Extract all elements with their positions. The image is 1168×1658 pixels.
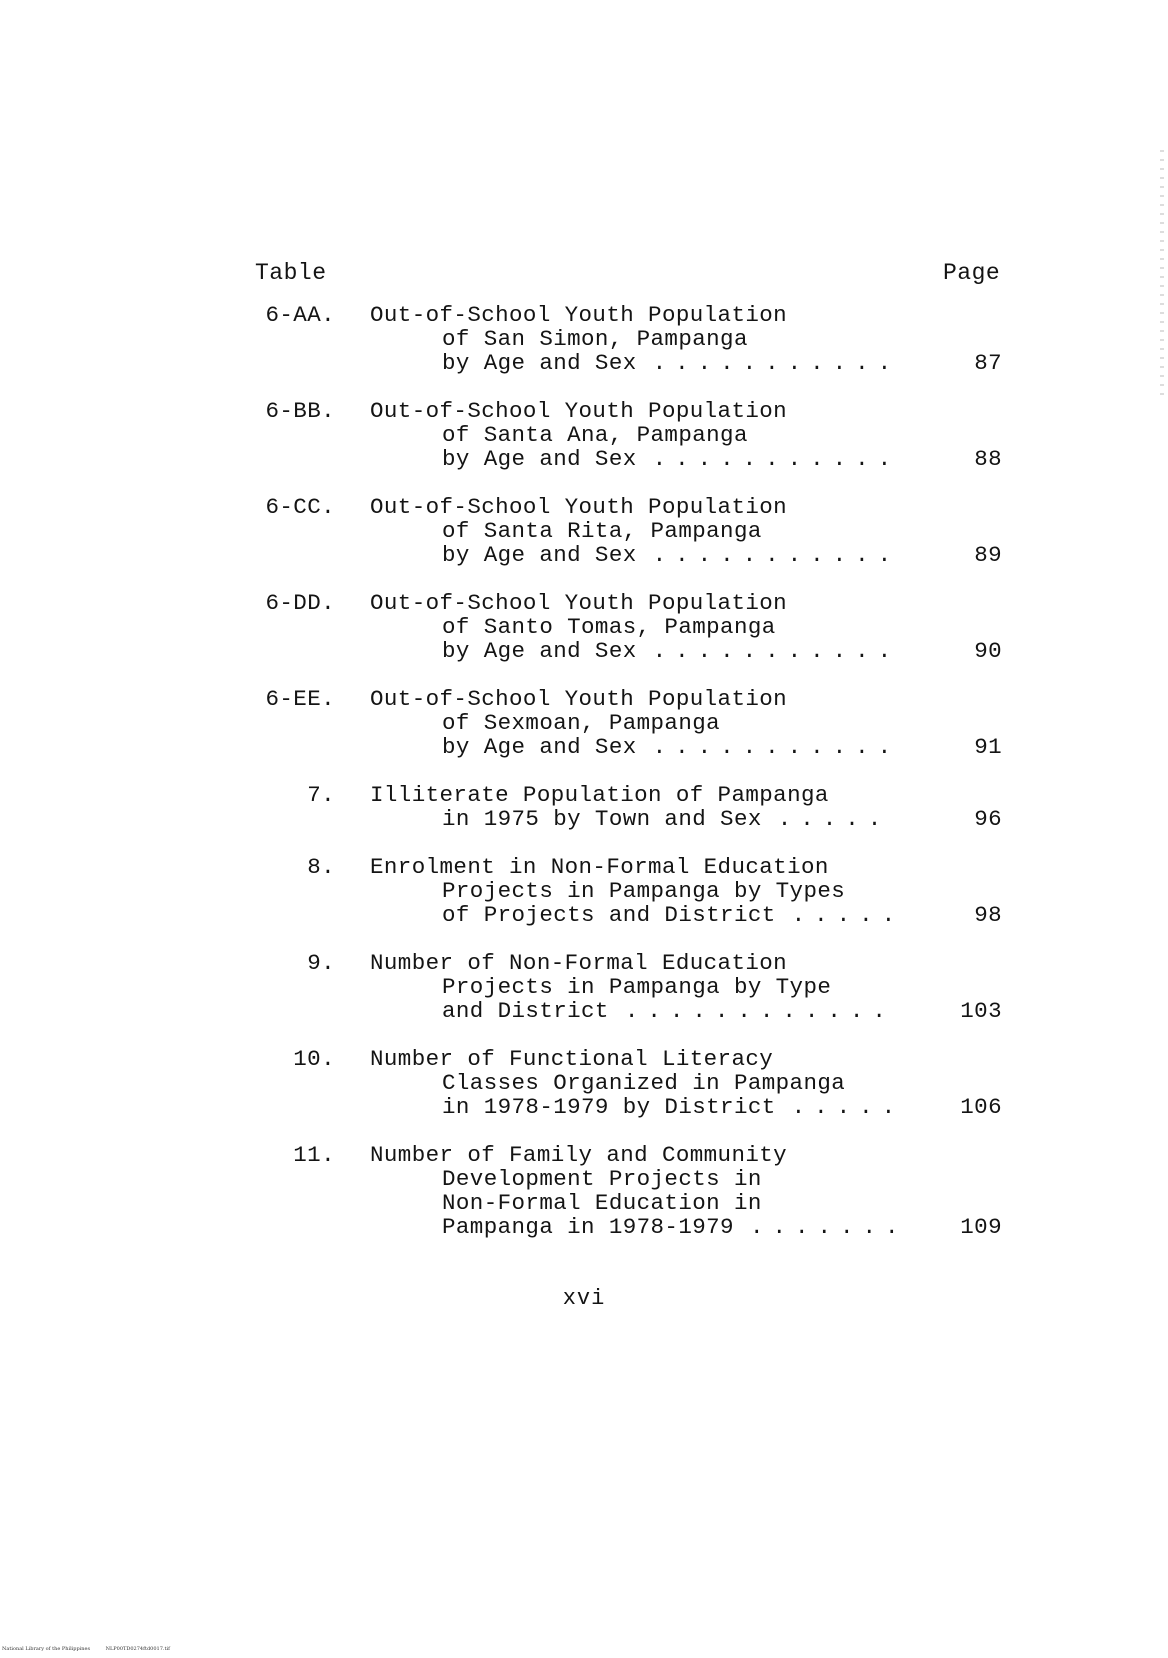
entry-title-text: Out-of-School Youth Population [370, 686, 788, 712]
entry-title-line [370, 591, 970, 615]
entry-table-number: 6-BB. [265, 398, 335, 424]
entry-title-text: in 1978-1979 by District [442, 1094, 776, 1120]
dot-leader: ........... [652, 350, 901, 376]
entry-title-line [370, 1215, 970, 1239]
entry-title-line [370, 423, 970, 447]
entry-title-line [370, 1167, 970, 1191]
entry-title-line [370, 615, 970, 639]
dot-leader: ............ [624, 998, 895, 1024]
entry-page-number: 90 [974, 638, 1002, 664]
entry-table-number: 11. [293, 1142, 335, 1168]
footer-source: National Library of the Philippines [2, 1646, 91, 1652]
entry-title-text: of Santo Tomas, Pampanga [442, 614, 776, 640]
toc-entry [0, 399, 1168, 495]
entry-title-line [370, 807, 970, 831]
entry-title-text: Non-Formal Education in [442, 1190, 762, 1216]
entry-title-text: by Age and Sex [442, 638, 637, 664]
entry-page-number: 98 [974, 902, 1002, 928]
entry-title-text: of Santa Rita, Pampanga [442, 518, 762, 544]
dot-leader: ........... [652, 734, 901, 760]
toc-entry [0, 495, 1168, 591]
entry-title [370, 1047, 970, 1119]
entry-page-number: 91 [974, 734, 1002, 760]
entry-title-text: Number of Family and Community [370, 1142, 788, 1168]
entry-title-line [370, 1143, 970, 1167]
entry-title-line [370, 903, 970, 927]
entry-page-number: 103 [960, 998, 1002, 1024]
entry-table-number: 9. [307, 950, 335, 976]
entry-title-line [370, 1191, 970, 1215]
entry-title-text: Out-of-School Youth Population [370, 302, 788, 328]
entry-title-text: Classes Organized in Pampanga [442, 1070, 846, 1096]
toc-entry [0, 783, 1168, 855]
entry-title-text: Development Projects in [442, 1166, 762, 1192]
entry-title [370, 495, 970, 567]
list-of-tables [0, 303, 1168, 1263]
dot-leader: ........... [652, 446, 901, 472]
entry-title-text: Illiterate Population of Pampanga [370, 782, 829, 808]
toc-entry [0, 1143, 1168, 1263]
entry-title [370, 951, 970, 1023]
entry-title-line [370, 399, 970, 423]
entry-title [370, 855, 970, 927]
entry-title-text: Out-of-School Youth Population [370, 398, 788, 424]
entry-title-text: in 1975 by Town and Sex [442, 806, 762, 832]
entry-table-number: 10. [293, 1046, 335, 1072]
entry-table-number: 8. [307, 854, 335, 880]
footer-filename: NLP00TD0274ftd0017.tif [105, 1646, 170, 1652]
entry-page-number: 88 [974, 446, 1002, 472]
entry-page-number: 87 [974, 350, 1002, 376]
scan-footer [2, 1646, 184, 1652]
entry-table-number: 6-CC. [265, 494, 335, 520]
dot-leader: ..... [791, 902, 905, 928]
entry-title-text: of Santa Ana, Pampanga [442, 422, 748, 448]
entry-page-number: 109 [960, 1214, 1002, 1240]
entry-title-line [370, 327, 970, 351]
entry-title [370, 1143, 970, 1239]
dot-leader: ..... [791, 1094, 905, 1120]
entry-title-line [370, 1047, 970, 1071]
page-column-header: Page [943, 260, 1001, 286]
entry-title-line [370, 999, 970, 1023]
entry-title-line [370, 855, 970, 879]
entry-title-line [370, 543, 970, 567]
entry-table-number: 6-AA. [265, 302, 335, 328]
toc-entry [0, 687, 1168, 783]
entry-title-text: by Age and Sex [442, 350, 637, 376]
page-number: xvi [562, 1286, 606, 1311]
entry-table-number: 7. [307, 782, 335, 808]
entry-title-line [370, 351, 970, 375]
entry-page-number: 106 [960, 1094, 1002, 1120]
entry-title [370, 399, 970, 471]
dot-leader: ..... [777, 806, 891, 832]
entry-title [370, 591, 970, 663]
entry-title-text: of San Simon, Pampanga [442, 326, 748, 352]
entry-title-text: Projects in Pampanga by Types [442, 878, 846, 904]
entry-title-line [370, 783, 970, 807]
entry-title-text: by Age and Sex [442, 542, 637, 568]
entry-title-text: and District [442, 998, 609, 1024]
toc-entry [0, 951, 1168, 1047]
entry-title-line [370, 519, 970, 543]
entry-title-text: Out-of-School Youth Population [370, 494, 788, 520]
entry-title-text: Number of Functional Literacy [370, 1046, 774, 1072]
entry-title-text: by Age and Sex [442, 734, 637, 760]
entry-title-text: Enrolment in Non-Formal Education [370, 854, 829, 880]
toc-entry [0, 1047, 1168, 1143]
entry-title-line [370, 711, 970, 735]
entry-title-line [370, 687, 970, 711]
entry-title [370, 303, 970, 375]
entry-title-text: by Age and Sex [442, 446, 637, 472]
entry-title-line [370, 447, 970, 471]
entry-title-text: Out-of-School Youth Population [370, 590, 788, 616]
entry-title-text: Projects in Pampanga by Type [442, 974, 832, 1000]
entry-title-text: of Projects and District [442, 902, 776, 928]
entry-title-text: Number of Non-Formal Education [370, 950, 788, 976]
entry-table-number: 6-EE. [265, 686, 335, 712]
dot-leader: ....... [749, 1214, 908, 1240]
table-column-header: Table [255, 260, 327, 286]
entry-title-line [370, 735, 970, 759]
dot-leader: ........... [652, 638, 901, 664]
entry-table-number: 6-DD. [265, 590, 335, 616]
entry-page-number: 89 [974, 542, 1002, 568]
entry-title-line [370, 303, 970, 327]
toc-entry [0, 591, 1168, 687]
entry-title-text: of Sexmoan, Pampanga [442, 710, 721, 736]
entry-title [370, 783, 970, 831]
entry-title-line [370, 1095, 970, 1119]
toc-entry [0, 855, 1168, 951]
entry-title-line [370, 639, 970, 663]
dot-leader: ........... [652, 542, 901, 568]
entry-title-line [370, 1071, 970, 1095]
entry-title-line [370, 951, 970, 975]
entry-title-text: Pampanga in 1978-1979 [442, 1214, 734, 1240]
entry-title-line [370, 879, 970, 903]
entry-title [370, 687, 970, 759]
entry-page-number: 96 [974, 806, 1002, 832]
entry-title-line [370, 975, 970, 999]
toc-entry [0, 303, 1168, 399]
entry-title-line [370, 495, 970, 519]
